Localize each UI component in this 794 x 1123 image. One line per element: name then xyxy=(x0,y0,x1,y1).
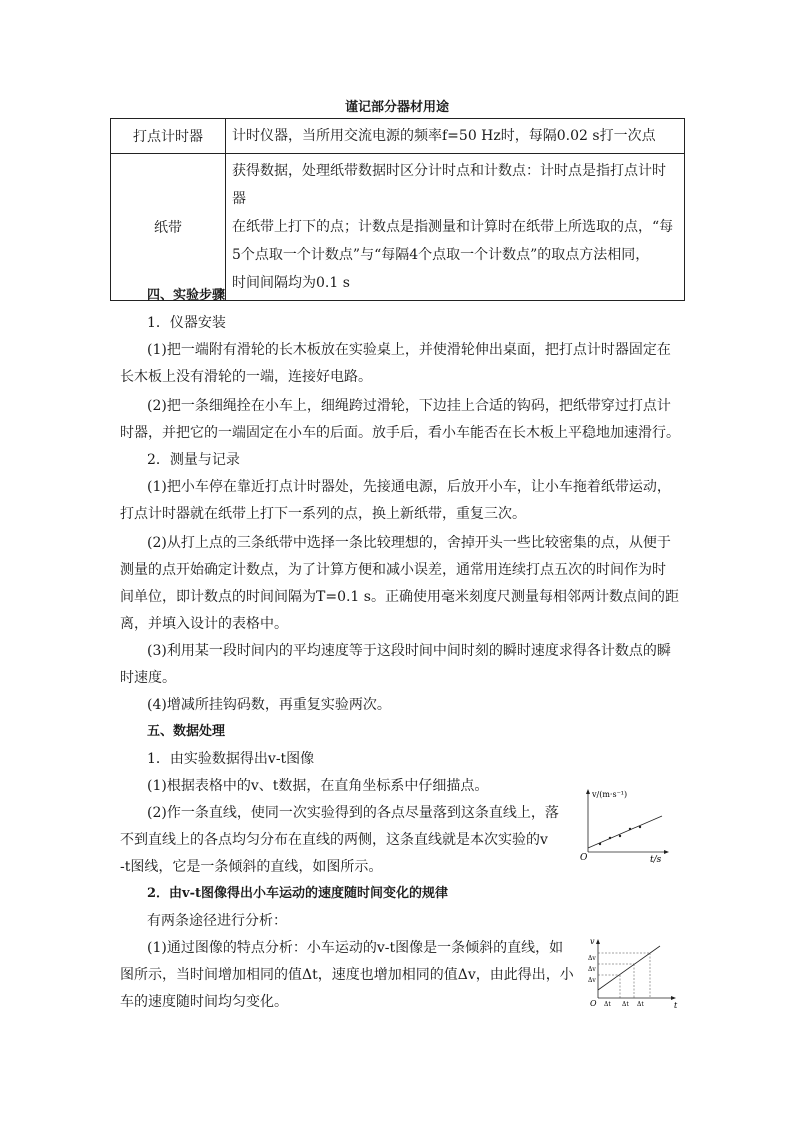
y-axis-label: v xyxy=(590,937,595,946)
paragraph-line: (1)把小车停在靠近打点计时器处，先接通电源，后放开小车，让小车拖着纸带运动， xyxy=(147,479,671,495)
paragraph-line: (3)利用某一段时间内的平均速度等于这段时间中间时刻的瞬时速度求得各计数点的瞬 xyxy=(147,643,671,659)
paragraph-line: 时速度。 xyxy=(120,670,176,686)
table-row xyxy=(111,154,685,301)
subheading-measure: 2．测量与记录 xyxy=(147,452,240,468)
paragraph-line: (1)根据表格中的v、t数据，在直角坐标系中仔细描点。 xyxy=(147,778,489,794)
paragraph-line: 图所示，当时间增加相同的值Δt，速度也增加相同的值Δv，由此得出，小 xyxy=(120,967,574,983)
delta-t-label: Δt xyxy=(604,1001,611,1008)
data-point xyxy=(639,826,641,828)
paragraph-line: 间单位，即计数点的时间间隔为T=0.1 s。正确使用毫米刻度尺测量每相邻两计数点间的距 xyxy=(120,589,679,605)
paragraph-line: (2)作一条直线，使同一次实验得到的各点尽量落到这条直线上，落 xyxy=(147,805,559,821)
vt-line xyxy=(598,946,660,990)
y-axis-arrow xyxy=(586,789,590,794)
tape-line-4: 时间间隔均为0.1 s xyxy=(232,275,350,291)
x-axis-arrow xyxy=(664,850,669,854)
row-label-timer: 打点计时器 xyxy=(111,119,226,154)
section-heading-data: 五、数据处理 xyxy=(147,724,226,739)
x-axis-label: t xyxy=(674,1001,678,1010)
equipment-table xyxy=(110,118,685,301)
data-point xyxy=(609,837,611,839)
vt-line-figure xyxy=(588,936,684,1010)
paragraph-line: 时器，并把它的一端固定在小车的后面。放手后，看小车能否在长木板上平稳地加速滑行。 xyxy=(120,425,680,441)
paragraph-line: 有两条途径进行分析： xyxy=(147,913,287,929)
guide-lines xyxy=(598,953,650,998)
x-axis-label: t/s xyxy=(650,855,662,865)
table-caption: 谨记部分器材用途 xyxy=(344,100,449,115)
subheading-vt-law: 2．由v-t图像得出小车运动的速度随时间变化的规律 xyxy=(147,886,448,901)
data-point xyxy=(599,843,601,845)
row-content-tape xyxy=(226,154,685,301)
row-content-timer: 计时仪器，当所用交流电源的频率f=50 Hz时，每隔0.02 s打一次点 xyxy=(226,119,685,154)
paragraph-line: 车的速度随时间均匀变化。 xyxy=(120,994,288,1010)
delta-v-label: Δv xyxy=(588,955,596,962)
paragraph-line: 测量的点开始确定计数点，为了计算方便和减小误差，通常用连续打点五次的时间作为时 xyxy=(120,562,666,578)
vt-scatter-figure xyxy=(578,786,678,866)
table-row xyxy=(111,119,685,154)
paragraph-line: (1)把一端附有滑轮的长木板放在实验桌上，并使滑轮伸出桌面，把打点计时器固定在 xyxy=(147,342,671,358)
origin-label: O xyxy=(590,999,597,1008)
data-point xyxy=(619,835,621,837)
y-axis-label: v/(m·s⁻¹) xyxy=(592,790,628,799)
tape-line-2: 在纸带上打下的点；计数点是指测量和计算时在纸带上所选取的点，“每 xyxy=(232,219,674,235)
paragraph-line: (1)通过图像的特点分析：小车运动的v-t图像是一条倾斜的直线，如 xyxy=(147,940,564,956)
paragraph-line: 长木板上没有滑轮的一端，连接好电路。 xyxy=(120,369,372,385)
delta-v-label: Δv xyxy=(588,977,596,984)
paragraph-line: 不到直线上的各点均匀分布在直线的两侧，这条直线就是本次实验的v xyxy=(120,832,548,848)
paragraph-line: (2)从打上点的三条纸带中选择一条比较理想的，舍掉开头一些比较密集的点，从便于 xyxy=(147,535,671,551)
x-axis-arrow xyxy=(671,996,676,1000)
subheading-install: 1．仪器安装 xyxy=(147,315,226,331)
section-heading-steps: 四、实验步骤 xyxy=(147,288,226,303)
paragraph-line: -t图线，它是一条倾斜的直线，如图所示。 xyxy=(120,859,383,875)
fit-line xyxy=(588,816,662,848)
y-axis-arrow xyxy=(596,939,600,944)
subheading-vt-graph: 1．由实验数据得出v-t图像 xyxy=(147,751,315,767)
row-label-tape: 纸带 xyxy=(111,154,226,301)
paragraph-line: 打点计时器就在纸带上打下一系列的点，换上新纸带，重复三次。 xyxy=(120,506,526,522)
delta-t-label: Δt xyxy=(622,1001,629,1008)
paragraph-line: 离，并填入设计的表格中。 xyxy=(120,616,288,632)
tape-line-1: 获得数据，处理纸带数据时区分计时点和计数点：计时点是指打点计时器 xyxy=(232,163,666,207)
paragraph-line: (2)把一条细绳拴在小车上，细绳跨过滑轮，下边挂上合适的钩码，把纸带穿过打点计 xyxy=(147,398,671,414)
paragraph-line: (4)增减所挂钩码数，再重复实验两次。 xyxy=(147,697,391,713)
delta-t-label: Δt xyxy=(637,1001,644,1008)
origin-label: O xyxy=(580,853,588,863)
delta-v-label: Δv xyxy=(588,966,596,973)
tape-line-3: 5个点取一个计数点”与“每隔4个点取一个计数点”的取点方法相同， xyxy=(232,247,650,263)
data-point xyxy=(629,828,631,830)
